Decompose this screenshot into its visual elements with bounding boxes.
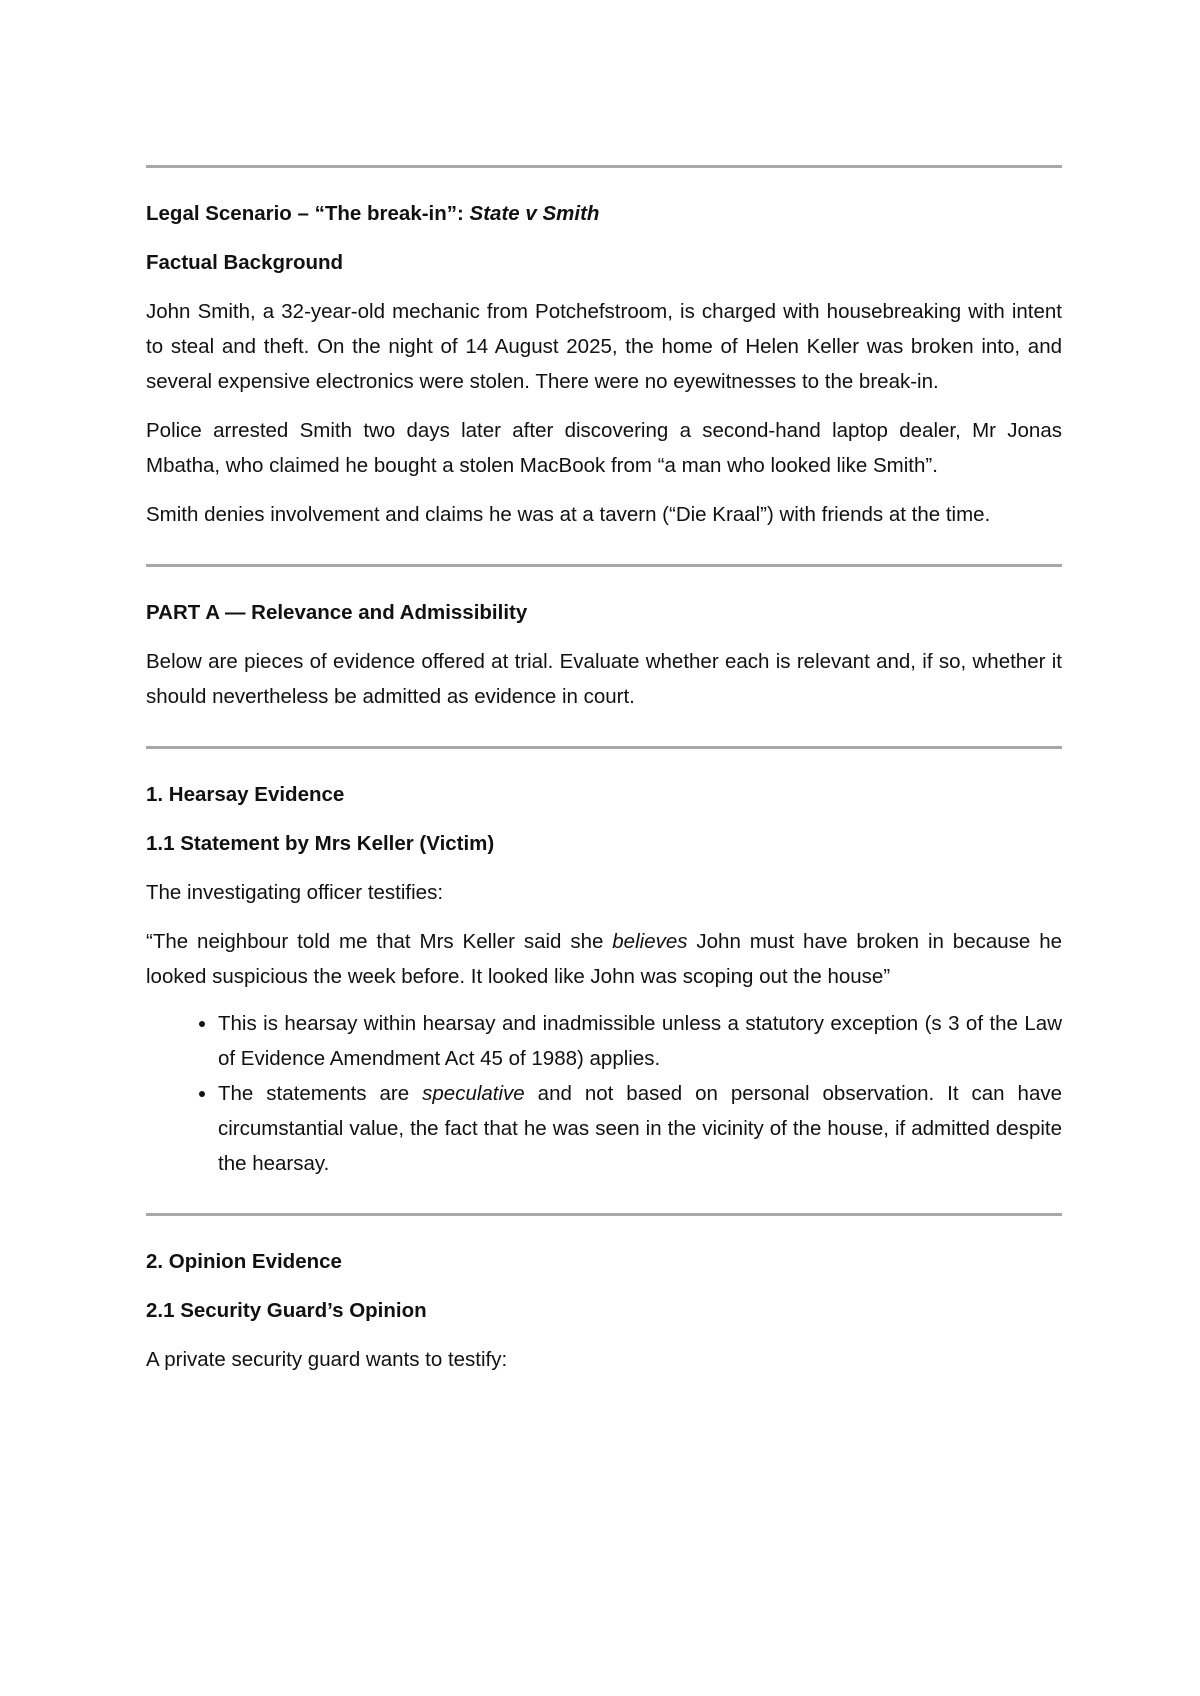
scenario-title — [146, 196, 1062, 231]
analysis-bullet-list — [146, 1006, 1062, 1181]
section-2-1-intro: A private security guard wants to testify: — [146, 1348, 508, 1371]
horizontal-rule — [146, 564, 1062, 567]
case-name: State v Smith — [469, 202, 600, 225]
section-1-1-heading: 1.1 Statement by Mrs Keller (Victim) — [146, 832, 495, 855]
part-a-heading: PART A — Relevance and Admissibility — [146, 601, 528, 624]
factual-paragraph-2: Police arrested Smith two days later after discovering a second-hand laptop dealer, Mr Jonas Mbatha, who claimed he bought a stolen MacBook from “a man who looked like Smith”. — [146, 419, 1062, 477]
factual-background-heading: Factual Background — [146, 251, 344, 274]
section-2-heading: 2. Opinion Evidence — [146, 1250, 342, 1273]
bullet-2-part-2: and not based on personal observation. It can have circumstantial value, the fact that he was seen in the vicinity of the house, if admitted despite the hearsay. — [218, 1082, 1062, 1175]
officer-quote — [146, 924, 1062, 994]
document-page — [146, 165, 1062, 1377]
officer-quote-part-1: “The neighbour told me that Mrs Keller said she — [146, 930, 613, 953]
part-a-instructions: Below are pieces of evidence offered at trial. Evaluate whether each is relevant and, if so, whether it should nevertheless be admitted as evidence in court. — [146, 650, 1062, 708]
horizontal-rule — [146, 165, 1062, 168]
section-1-heading: 1. Hearsay Evidence — [146, 783, 345, 806]
officer-quote-emphasis: believes — [612, 930, 688, 953]
section-2-1-heading: 2.1 Security Guard’s Opinion — [146, 1299, 427, 1322]
horizontal-rule — [146, 746, 1062, 749]
scenario-title-text: Legal Scenario – “The break-in”: — [146, 202, 470, 225]
horizontal-rule — [146, 1213, 1062, 1216]
factual-paragraph-1: John Smith, a 32-year-old mechanic from Potchefstroom, is charged with housebreaking with intent to steal and theft. On the night of 14 August 2025, the home of Helen Keller was broken into, and several expensive electronics were stolen. There were no eyewitnesses to the break-in. — [146, 300, 1062, 393]
list-item — [218, 1076, 1062, 1181]
officer-quote-part-2: John must have broken in because he looked suspicious the week before. It looked like John was scoping out the house” — [146, 930, 1062, 988]
bullet-2-part-1: The statements are — [218, 1082, 423, 1105]
list-item: • This is hearsay within hearsay and inadmissible unless a statutory exception (s 3 of the Law of Evidence Amendment Act 45 of 1988) applies. — [218, 1006, 1062, 1076]
factual-paragraph-3: Smith denies involvement and claims he was at a tavern (“Die Kraal”) with friends at the time. — [146, 503, 991, 526]
section-1-1-intro: The investigating officer testifies: — [146, 881, 444, 904]
bullet-2-emphasis: speculative — [422, 1082, 525, 1105]
